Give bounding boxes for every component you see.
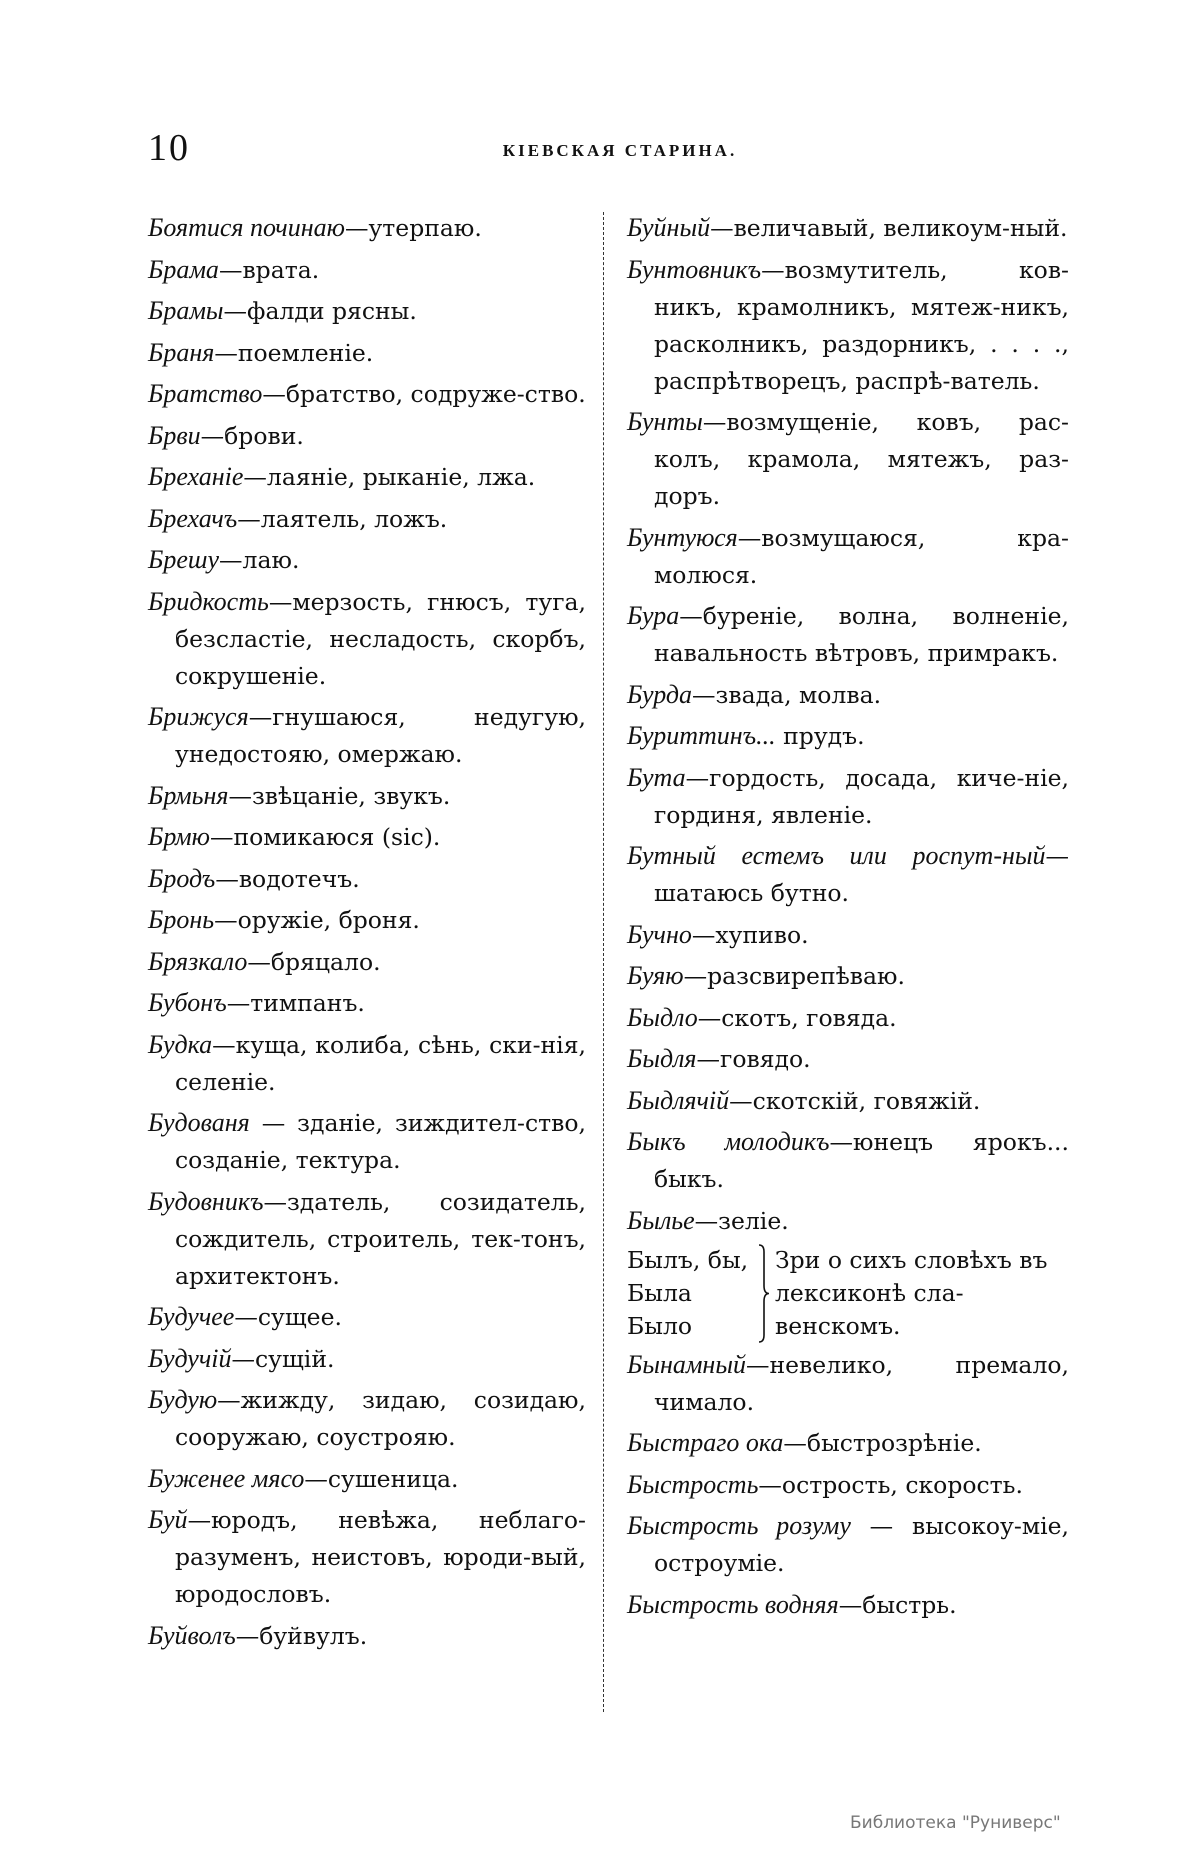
entry-definition: —буйвулъ. [235,1621,368,1650]
entry-headword: Быстрость [627,1469,759,1499]
entry-headword: Быдля [627,1044,697,1073]
entry-definition: —лаятель, ложъ. [237,504,448,533]
entry-definition: — высокоу-міе, остроуміе. [654,1512,1069,1577]
entry-definition: —величавый, великоум-ный. [710,214,1068,242]
entry-definition: —утерпаю. [344,214,482,242]
dictionary-entry [148,209,586,247]
dictionary-entry [627,1424,1069,1462]
right-column-top [627,209,1069,1240]
entry-definition: —юнецъ ярокъ... быкъ. [654,1128,1069,1193]
entry-definition: —возмутитель, ков-никъ, крамолникъ, мятеж-никъ, расколникъ, раздорникъ, . . . ., распрѣтворецъ, распрѣ-ватель. [654,255,1069,395]
entry-headword: Братство [148,379,263,408]
entry-headword: Бронь [148,905,215,934]
entry-headword: Будучій [148,1343,232,1373]
dictionary-entry [148,583,586,695]
entry-headword: Брамы [148,296,224,325]
entry-definition: —разсвирепѣваю. [683,962,905,990]
entry-definition: —врата. [218,255,320,284]
entry-headword: Брмю [148,822,210,851]
entry-definition: —возмущеніе, ковъ, рас-колъ, крамола, мятежъ, раз-доръ. [654,408,1069,510]
entry-definition: прудъ. [775,722,865,750]
dictionary-entry [148,984,586,1022]
dictionary-entry [148,541,586,579]
entry-headword: Брижуся [148,702,249,731]
entry-definition: —лаю. [219,546,300,574]
entry-headword: Браня [148,337,215,367]
entry-definition: —тимпанъ. [226,989,365,1017]
entry-headword: Бунтовникъ [627,254,762,284]
brace-word: Было [627,1311,693,1340]
entry-headword: Брама [148,254,219,284]
dictionary-entry [148,1381,586,1456]
dictionary-entry [627,519,1069,594]
dictionary-entry [148,1501,586,1613]
brace-word: Была [627,1278,692,1307]
entry-definition: —поемленіе. [214,338,374,367]
dictionary-entry [627,597,1069,672]
dictionary-entry [148,1183,586,1295]
dictionary-entry [627,1123,1069,1198]
left-column [148,209,586,1658]
dictionary-entry [627,403,1069,515]
entry-headword: Буриттинъ... [627,721,776,750]
entry-definition: —шатаюсь бутно. [654,842,1069,907]
entry-headword: Былье [627,1205,695,1235]
entry-headword: Буяю [627,961,684,990]
entry-headword: Быстрость розуму [627,1511,851,1540]
entry-definition: —куща, колиба, сѣнь, ски-нія, селеніе. [175,1030,586,1096]
dictionary-entry [627,251,1069,400]
entry-definition: —скотъ, говяда. [697,1003,897,1032]
dictionary-entry [627,1346,1069,1421]
entry-definition: —быстрь. [838,1590,957,1619]
entry-headword: Брмьня [148,780,229,810]
entry-headword: Быдлячій [627,1085,730,1115]
column-divider [603,212,604,1712]
dictionary-entry [627,837,1069,912]
dictionary-entry [148,251,586,289]
entry-headword: Бунтуюся [627,522,738,552]
entry-headword: Брви [148,420,201,450]
page-number: 10 [148,127,190,169]
dictionary-entry [148,1460,586,1498]
dictionary-entry [148,1340,586,1378]
entry-definition: —скотскій, говяжій. [729,1086,981,1115]
entry-headword: Будую [148,1385,218,1414]
dictionary-entry [148,458,586,496]
entry-headword: Бреханіе [148,462,244,491]
dictionary-entry [627,717,1069,755]
entry-definition: —бряцало. [247,947,381,976]
entry-headword: Быстраго ока [627,1428,784,1457]
entry-definition: —острость, скорость. [758,1470,1023,1499]
entry-definition: —зеліе. [694,1206,789,1235]
dictionary-entry [627,676,1069,714]
dictionary-entry [148,777,586,815]
entry-headword: Будованя [148,1108,250,1137]
entry-headword: Бридкость [148,586,269,616]
entry-definition: —сущій. [231,1344,335,1373]
entry-headword: Быкъ молодикъ [627,1127,830,1156]
entry-definition: —гордость, досада, киче-ніе, гординя, явленіе. [654,763,1069,829]
entry-definition: —водотечъ. [215,864,360,893]
entry-headword: Будовникъ [148,1186,264,1216]
entry-definition: —оружіе, броня. [214,906,420,934]
brace-note: Зри о сихъ словѣхъ въ лексиконѣ сла-венскомъ. [775,1245,1048,1340]
dictionary-entry [148,901,586,939]
entry-headword: Буженее мясо [148,1463,305,1493]
running-title: КІЕВСКАЯ СТАРИНА. [502,141,738,160]
dictionary-entry [148,698,586,773]
entry-headword: Брешу [148,545,220,574]
entry-headword: Будка [148,1029,213,1059]
entry-headword: Бурда [627,679,693,709]
dictionary-entry [148,860,586,898]
dictionary-entry [148,375,586,413]
brace-words [627,1244,755,1343]
dictionary-entry [627,916,1069,954]
brace-group [627,1244,1069,1343]
dictionary-entry [627,1507,1069,1582]
entry-headword: Бунты [627,407,703,436]
entry-headword: Быстрость водняя [627,1589,839,1619]
dictionary-entry [148,943,586,981]
entry-definition: —возмущаюся, кра-молюся. [654,523,1069,589]
entry-headword: Быдло [627,1002,698,1032]
dictionary-entry [627,999,1069,1037]
entry-definition: —буреніе, волна, волненіе, навальность вѣтровъ, примракъ. [654,602,1069,667]
dictionary-entry [148,1026,586,1101]
entry-headword: Буйный [627,213,711,242]
right-column [627,209,1069,1627]
entry-definition: —лаяніе, рыканіе, лжа. [243,463,536,491]
entry-definition: —жижду, зидаю, созидаю, сооружаю, соустрояю. [175,1386,586,1451]
dictionary-entry [627,1202,1069,1240]
entry-headword: Буй [148,1505,188,1534]
dictionary-entry [148,818,586,856]
entry-definition: —говядо. [696,1045,811,1073]
dictionary-entry [148,1104,586,1179]
entry-headword: Бучно [627,919,692,949]
dictionary-entry [627,957,1069,995]
entry-headword: Брязкало [148,946,248,976]
entry-definition: —братство, содруже-ство. [262,380,586,408]
entry-headword: Бубонъ [148,988,227,1017]
entry-definition: —здатель, созидатель, сождитель, строитель, тек-тонъ, архитектонъ. [175,1187,586,1290]
entry-definition: —гнушаюся, недугую, унедостояю, омержаю. [175,703,586,768]
entry-definition: —фалди рясны. [223,297,417,325]
entry-headword: Боятися починаю [148,213,345,242]
entry-headword: Бура [627,601,680,630]
library-watermark: Библиотека "Руниверс" [850,1813,1061,1833]
entry-headword: Бынамный [627,1349,746,1379]
entry-headword: Бутный естемъ или роспут-ный [627,841,1046,870]
entry-headword: Бродъ [148,863,216,893]
entry-definition: —брови. [200,421,304,450]
dictionary-entry [627,1040,1069,1078]
right-column-bottom [627,1346,1069,1624]
entry-definition: —помикаюся (sic). [209,823,441,851]
entry-definition: —хупиво. [691,920,809,949]
dictionary-entry [627,1082,1069,1120]
entry-definition: —мерзость, гнюсъ, туга, безсластіе, несладость, скорбъ, сокрушеніе. [175,587,586,690]
dictionary-entry [627,1586,1069,1624]
dictionary-entry [148,1617,586,1655]
entry-headword: Бута [627,762,686,792]
brace-word: Былъ, бы, [627,1245,749,1274]
entry-definition: —звада, молва. [692,680,882,709]
dictionary-entry [627,209,1069,247]
dictionary-entry [148,334,586,372]
entry-definition: — зданіе, зиждител-ство, созданіе, тектура. [175,1109,586,1174]
dictionary-entry [627,1466,1069,1504]
dictionary-entry [148,500,586,538]
entry-headword: Будучее [148,1302,235,1331]
entry-definition: —невелико, премало, чимало. [654,1350,1069,1416]
dictionary-entry [148,292,586,330]
entry-definition: —юродъ, невѣжа, неблаго-разуменъ, неистовъ, юроди-вый, юродословъ. [175,1506,586,1608]
dictionary-entry [148,417,586,455]
entry-definition: —сущее. [234,1303,342,1331]
entry-definition: —сушеница. [304,1464,459,1493]
curly-brace-icon [755,1244,771,1343]
entry-headword: Буйволъ [148,1620,236,1650]
entry-definition: —быстрозрѣніе. [783,1429,982,1457]
dictionary-entry [627,759,1069,834]
entry-headword: Брехачъ [148,503,238,533]
dictionary-entry [148,1298,586,1336]
entry-definition: —звѣцаніе, звукъ. [228,781,451,810]
